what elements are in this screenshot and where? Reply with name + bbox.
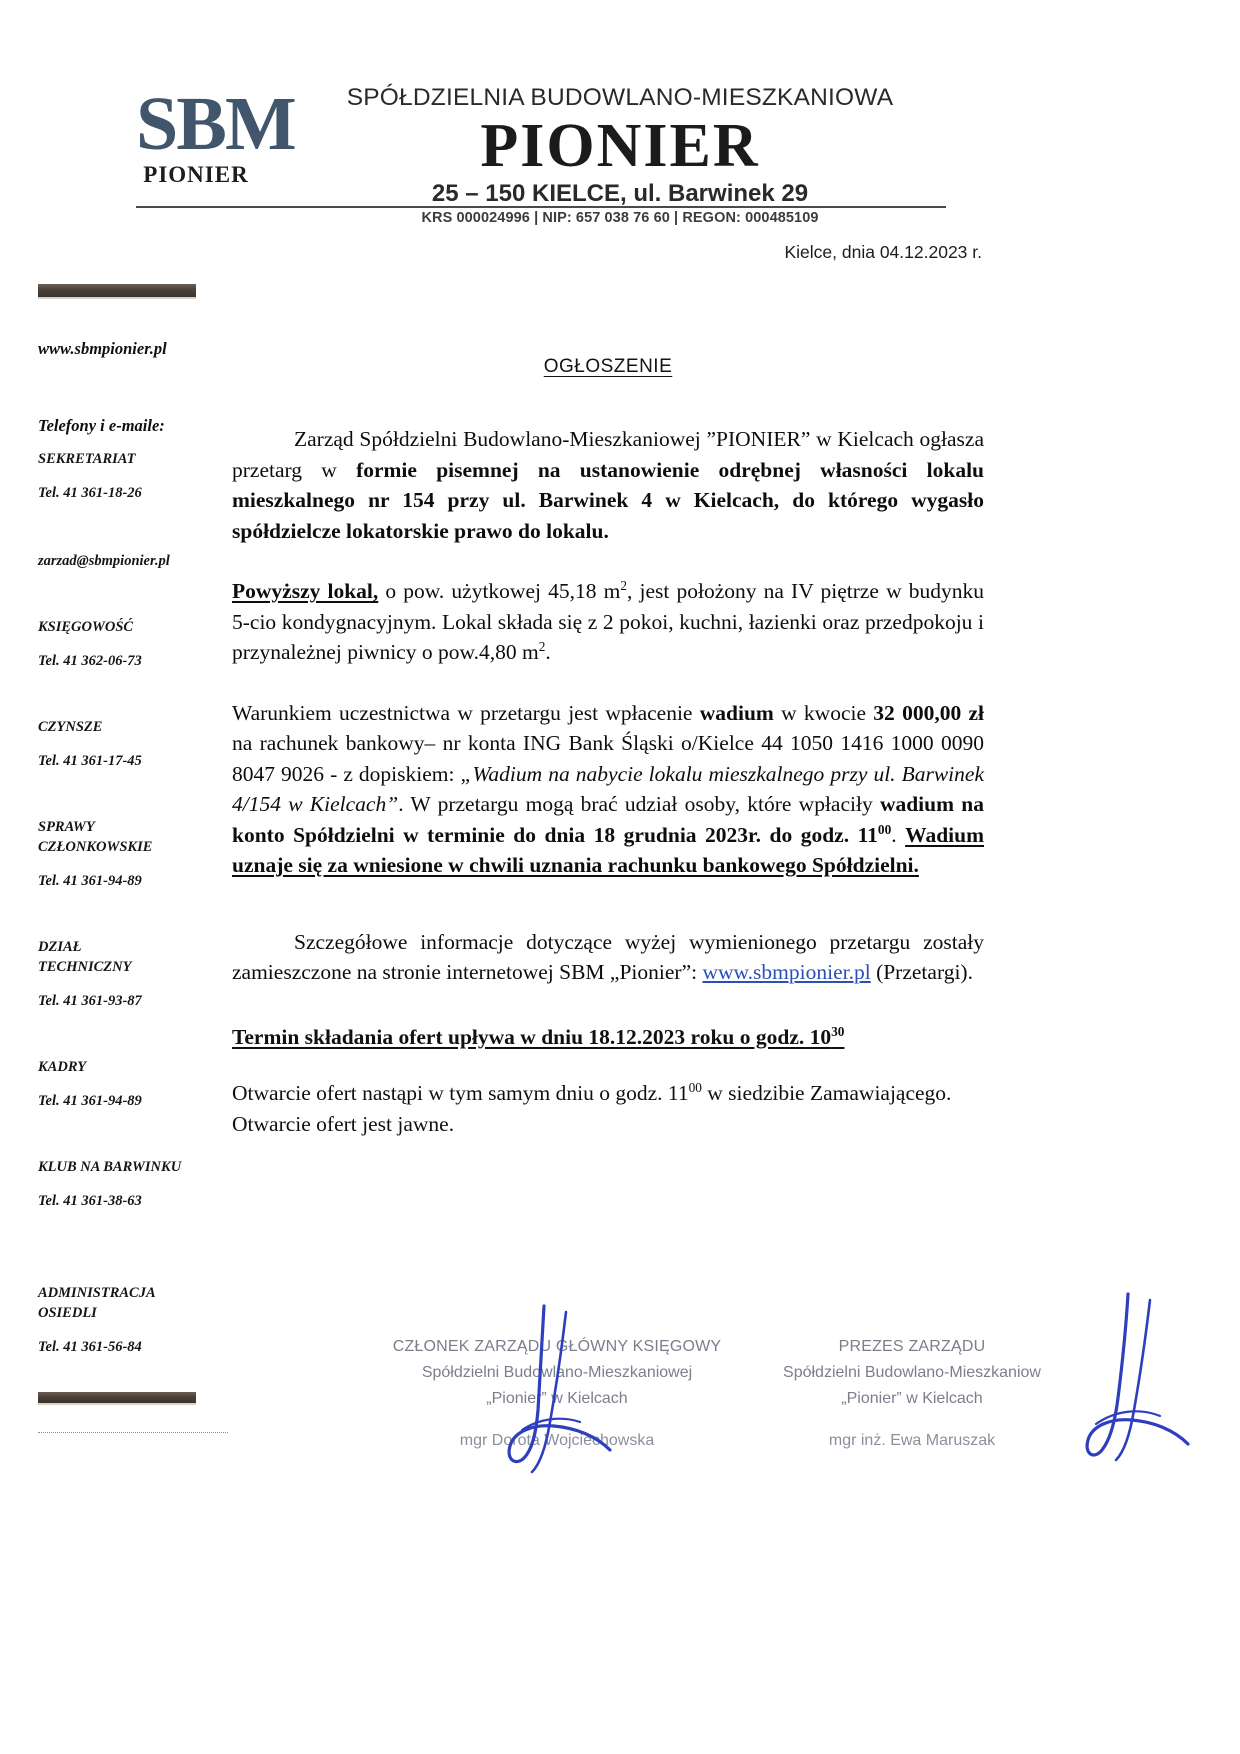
brand-name: PIONIER	[480, 112, 760, 180]
paragraph-offer-deadline	[232, 1022, 984, 1053]
deposit-recognition-note: Wadium uznaje się za wniesione w chwili uznania rachunku bankowego Spółdzielni.	[232, 822, 984, 877]
premises-seg-2: , jest położony na IV piętrze w budynku 5-cio kondygnacyjnym. Lokal składa się z 2 pokoi, kuchni, łazienki oraz przedpokoju i przynależnej piwnicy o pow.4,80 m	[232, 579, 984, 664]
sidebar-tel-ksiegowosc: Tel. 41 362-06-73	[38, 653, 142, 669]
paragraph-opening	[232, 1078, 984, 1139]
logo-subtitle: PIONIER	[143, 162, 249, 187]
signature-right-role: PREZES ZARZĄDU	[838, 1338, 986, 1355]
sidebar-tel-admin: Tel. 41 361-56-84	[38, 1339, 142, 1355]
sidebar-contacts-heading: Telefony i e-maile:	[38, 416, 165, 435]
sidebar-label-sprawy-2: CZŁONKOWSKIE	[38, 839, 153, 855]
logo-initials: SBM	[136, 82, 295, 166]
paragraph-announcement	[232, 424, 984, 546]
signature-right-name: mgr inż. Ewa Maruszak	[828, 1432, 996, 1449]
website-link[interactable]: www.sbmpionier.pl	[702, 960, 871, 984]
sidebar-label-sprawy-1: SPRAWY	[38, 819, 95, 835]
deposit-seg-4: . W przetargu mogą brać udział osoby, które wpłaciły	[398, 792, 880, 816]
opening-sup: 00	[688, 1079, 702, 1095]
sidebar-label-dzial-2: TECHNICZNY	[38, 959, 132, 975]
sidebar-label-dzial-1: DZIAŁ	[38, 939, 82, 955]
sidebar-tel-kadry: Tel. 41 361-94-89	[38, 1093, 142, 1109]
deposit-deadline-sup: 00	[877, 821, 892, 837]
sidebar-tel-sprawy: Tel. 41 361-94-89	[38, 873, 142, 889]
sidebar-tel-dzial: Tel. 41 361-93-87	[38, 993, 142, 1009]
opening-seg-2: w siedzibie Zamawiającego.	[701, 1081, 952, 1105]
address-line: 25 – 150 KIELCE, ul. Barwinek 29	[431, 180, 809, 207]
details-seg-1: Szczegółowe informacje dotyczące wyżej wymienionego przetargu zostały zamieszczone na stronie internetowej SBM „Pionier”:	[232, 929, 984, 984]
sidebar-tel-klub: Tel. 41 361-38-63	[38, 1193, 142, 1209]
sidebar-label-kadry: KADRY	[38, 1059, 87, 1075]
signature-area	[232, 1334, 1232, 1474]
premises-seg-1: o pow. użytkowej 45,18 m	[378, 579, 621, 603]
document-body	[232, 356, 984, 1139]
deposit-amount: 32 000,00 zł	[873, 700, 984, 725]
offer-deadline-sup: 30	[831, 1023, 845, 1039]
letterhead	[0, 0, 1240, 262]
premises-sup-1: 2	[620, 577, 627, 593]
organization-line: SPÓŁDZIELNIA BUDOWLANO-MIESZKANIOWA	[346, 84, 894, 111]
sidebar-label-admin-1: ADMINISTRACJA	[38, 1285, 156, 1301]
premises-sup-2: 2	[538, 638, 546, 654]
paragraph-deposit	[232, 698, 984, 881]
deposit-seg-5: .	[891, 822, 906, 847]
company-logo	[136, 82, 295, 188]
sidebar-label-klub: KLUB NA BARWINKU	[38, 1159, 182, 1175]
sidebar-label-ksiegowosc: KSIĘGOWOŚĆ	[38, 619, 134, 635]
sidebar-label-czynsze: CZYNSZE	[38, 719, 103, 735]
paragraph-premises	[232, 576, 984, 668]
signature-block-right	[762, 1334, 1062, 1454]
sidebar-tel-czynsze: Tel. 41 361-17-45	[38, 753, 142, 769]
signature-left-name: mgr Dorota Wojciechowska	[459, 1432, 655, 1449]
paragraph-announcement-lead: Zarząd Spółdzielni Budowlano-Mieszkaniowej ”PIONIER” w Kielcach ogłasza przetarg w	[232, 427, 984, 482]
signature-right-org-2: „Pionier” w Kielcach	[841, 1390, 983, 1407]
paragraph-announcement-bold: formie pisemnej na ustanowienie odrębnej własności lokalu mieszkalnego nr 154 przy ul. Barwinek 4 w Kielcach, do którego wygasło spółdzielcze lokatorskie prawo do lokalu.	[232, 457, 984, 543]
sidebar-label-admin-2: OSIEDLI	[38, 1305, 97, 1321]
signature-right-org-1: Spółdzielni Budowlano-Mieszkaniow	[783, 1364, 1041, 1381]
deposit-deadline: wadium na konto Spółdzielni w terminie do dnia 18 grudnia 2023r. do godz. 11	[232, 792, 984, 847]
sidebar-tel-sekretariat: Tel. 41 361-18-26	[38, 485, 142, 501]
letterhead-text	[270, 84, 970, 208]
sidebar-email[interactable]: zarzad@sbmpionier.pl	[38, 553, 170, 569]
signature-left-org-2: „Pionier” w Kielcach	[486, 1390, 628, 1407]
premises-lead-label: Powyższy lokal,	[232, 579, 379, 603]
document-date: Kielce, dnia 04.12.2023 r.	[784, 242, 982, 262]
deposit-bold-wadium: wadium	[699, 700, 774, 725]
premises-seg-3: .	[545, 640, 551, 664]
sidebar-top-bar	[38, 284, 196, 299]
opening-seg-1: Otwarcie ofert nastąpi w tym samym dniu o godz. 11	[232, 1081, 689, 1105]
details-seg-2: (Przetargi).	[870, 960, 973, 984]
paragraph-details	[232, 927, 984, 988]
deposit-transfer-note: „Wadium na nabycie lokalu mieszkalnego przy ul. Barwinek 4/154 w Kielcach”	[232, 761, 984, 816]
deposit-seg-3: na rachunek bankowy– nr konta ING Bank Śląski o/Kielce 44 1050 1416 1000 0090 8047 9026 - z dopiskiem:	[232, 731, 984, 786]
signature-left-org-1: Spółdzielni Budowlano-Mieszkaniowej	[421, 1364, 693, 1381]
registry-line: KRS 000024996 | NIP: 657 038 76 60 | REGON: 000485109	[421, 210, 819, 226]
page-title: OGŁOSZENIE	[543, 356, 673, 377]
contact-sidebar	[38, 284, 228, 1357]
offer-deadline-text: Termin składania ofert upływa w dniu 18.12.2023 roku o godz. 10	[232, 1024, 832, 1049]
sidebar-label-sekretariat: SEKRETARIAT	[38, 451, 136, 467]
deposit-seg-1: Warunkiem uczestnictwa w przetargu jest wpłacenie	[232, 700, 700, 725]
sidebar-bottom-dashed-rule	[38, 1432, 228, 1433]
opening-line-3: Otwarcie ofert jest jawne.	[232, 1111, 455, 1136]
sidebar-bottom-bar	[38, 1392, 196, 1405]
signature-left-role: CZŁONEK ZARZĄDU GŁÓWNY KSIĘGOWY	[392, 1338, 722, 1355]
deposit-seg-2: w kwocie	[773, 700, 874, 725]
sidebar-website[interactable]: www.sbmpionier.pl	[38, 339, 167, 358]
signature-block-left	[392, 1334, 722, 1454]
header-divider	[136, 206, 946, 208]
